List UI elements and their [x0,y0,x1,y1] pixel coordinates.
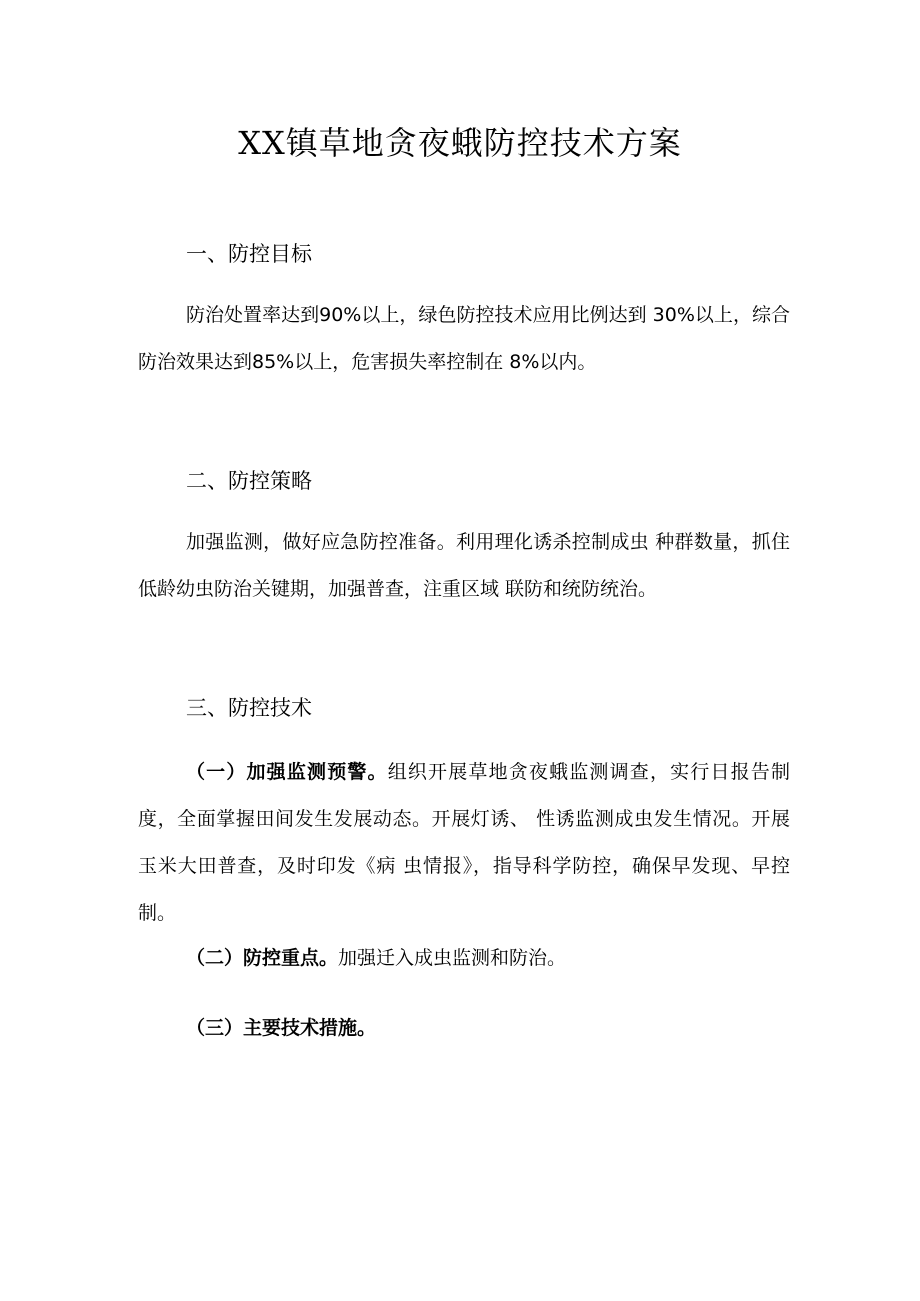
document-title: XX镇草地贪夜蛾防控技术方案 [238,124,682,162]
subsection-focus-lead: （二）防控重点。 [186,947,339,969]
section-heading-goals: 一、防控目标 [186,242,312,266]
section-heading-strategy: 二、防控策略 [186,469,312,493]
section-heading-techniques: 三、防控技术 [186,696,312,720]
subsection-monitoring [138,749,790,937]
subsection-monitoring-lead: （一）加强监测预警。 [186,761,388,783]
subsection-focus-text: 加强迁入成虫监测和防治。 [338,947,567,969]
section-body-strategy: 加强监测，做好应急防控准备。利用理化诱杀控制成虫 种群数量，抓住低龄幼虫防治关键期，加强普查，注重区域 联防和统防统治。 [138,531,790,600]
subsection-focus [186,943,790,973]
subsection-measures-lead: （三）主要技术措施。 [186,1017,377,1039]
subsection-monitoring-text: 组织开展草地贪夜蛾监测调查，实行日报告制度，全面掌握田间发生发展动态。开展灯诱、 性诱监测成虫发生情况。开展玉米大田普查，及时印发《病 虫情报》，指导科学防控，确保早发现、早控制。 [138,761,790,924]
section-body-goals: 防治处置率达到90%以上，绿色防控技术应用比例达到 30%以上，综合防治效果达到85%以上，危害损失率控制在 8%以内。 [138,304,790,373]
subsection-measures [186,1013,790,1043]
